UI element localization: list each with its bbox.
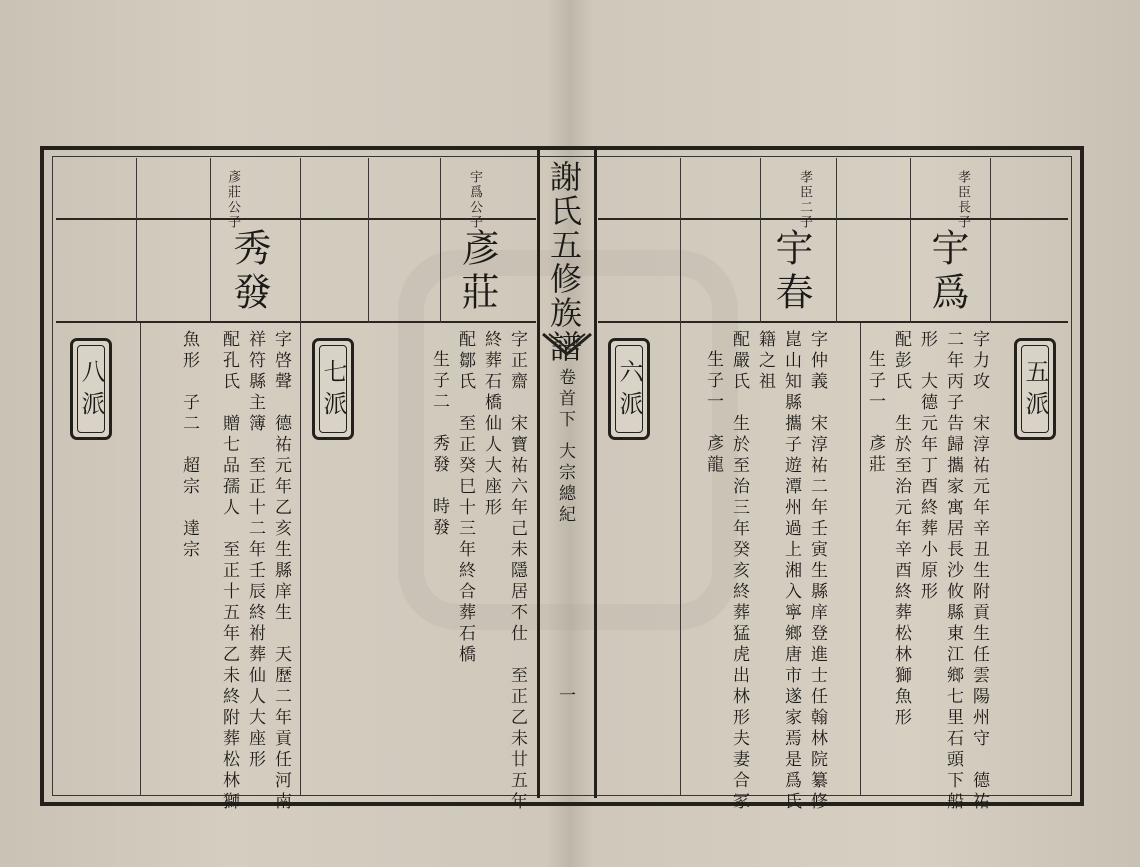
generation-badge-5: 五派 — [1014, 338, 1056, 440]
entry-line: 二年丙子告歸攜家寓居長沙攸縣東江鄉七里石頭下船 — [943, 330, 963, 813]
grid-line — [836, 158, 837, 323]
grid-line — [910, 158, 911, 323]
entry-line: 魚形 子二 超宗 達宗 — [179, 330, 199, 561]
grid-line — [990, 158, 991, 323]
entry-line: 生子一 彥龍 — [703, 350, 723, 476]
entry-line: 配嚴氏 生於至治三年癸亥終葬猛虎出林形夫妻合冢 — [729, 330, 749, 813]
person-name-yuwei: 宇爲 — [925, 228, 969, 316]
column-divider — [680, 323, 681, 795]
person-name-yuchun: 宇春 — [769, 228, 813, 316]
grid-line — [440, 158, 441, 323]
entry-line: 崑山知縣攜子遊潭州過上湘入寧鄉唐市遂家焉是爲氏 — [781, 330, 801, 813]
entry-line: 字仲義 宋淳祐二年壬寅生縣庠登進士任翰林院纂修 — [807, 330, 827, 813]
entry-line: 配彭氏 生於至治元年辛酉終葬松林獅魚形 — [891, 330, 911, 729]
grid-line — [368, 158, 369, 323]
header-relation: 孝臣二子 — [797, 170, 812, 230]
grid-line — [680, 158, 681, 323]
column-divider — [300, 323, 301, 795]
names-rule-right — [598, 321, 1068, 323]
person-name-xiufa: 秀發 — [227, 228, 271, 316]
grid-line — [136, 158, 137, 323]
entry-line: 字力攻 宋淳祐元年辛丑生附貢生任雲陽州守 德祐 — [969, 330, 989, 813]
person-name-yanzhuang: 彥莊 — [455, 228, 499, 316]
header-relation: 孝臣長子 — [955, 170, 970, 230]
names-rule-left — [56, 321, 536, 323]
entry-line: 生子二 秀發 時發 — [429, 350, 449, 539]
entry-line: 字正齋 宋寶祐六年己未隱居不仕 至正乙未廿五年 — [507, 330, 527, 813]
grid-line — [210, 158, 211, 323]
entry-line: 生子一 彥莊 — [865, 350, 885, 476]
column-divider — [860, 323, 861, 795]
generation-badge-7: 七派 — [312, 338, 354, 440]
header-relation: 彥莊公子 — [225, 170, 240, 230]
book-title: 謝氏五修族譜 — [545, 160, 583, 364]
entry-line: 配孔氏 贈七品孺人 至正十五年乙未終附葬松林獅 — [219, 330, 239, 813]
section-label: 大宗總紀 — [555, 442, 575, 526]
header-relation: 宇爲公子 — [467, 170, 482, 230]
entry-line: 字啓聲 德祐元年乙亥生縣庠生 天歷二年貢任河南 — [271, 330, 291, 813]
grid-line — [300, 158, 301, 323]
entry-line: 終葬石橋仙人大座形 — [481, 330, 501, 519]
header-rule-left — [56, 218, 536, 220]
grid-line — [760, 158, 761, 323]
entry-line: 祥符縣主簿 至正十二年壬辰終祔葬仙人大座形 — [245, 330, 265, 771]
volume-label: 卷首下 — [555, 368, 575, 431]
header-rule-right — [598, 218, 1068, 220]
spine-line-right — [594, 150, 597, 798]
entry-line: 形 大德元年丁酉終葬小原形 — [917, 330, 937, 603]
generation-badge-8: 八派 — [70, 338, 112, 440]
page-number: 一 — [555, 686, 575, 707]
entry-line: 籍之祖 — [755, 330, 775, 393]
entry-line: 配鄒氏 至正癸巳十三年終合葬石橋 — [455, 330, 475, 666]
column-divider — [140, 323, 141, 795]
generation-badge-6: 六派 — [608, 338, 650, 440]
spine-line-left — [537, 150, 540, 798]
fishtail-mark — [541, 330, 593, 358]
